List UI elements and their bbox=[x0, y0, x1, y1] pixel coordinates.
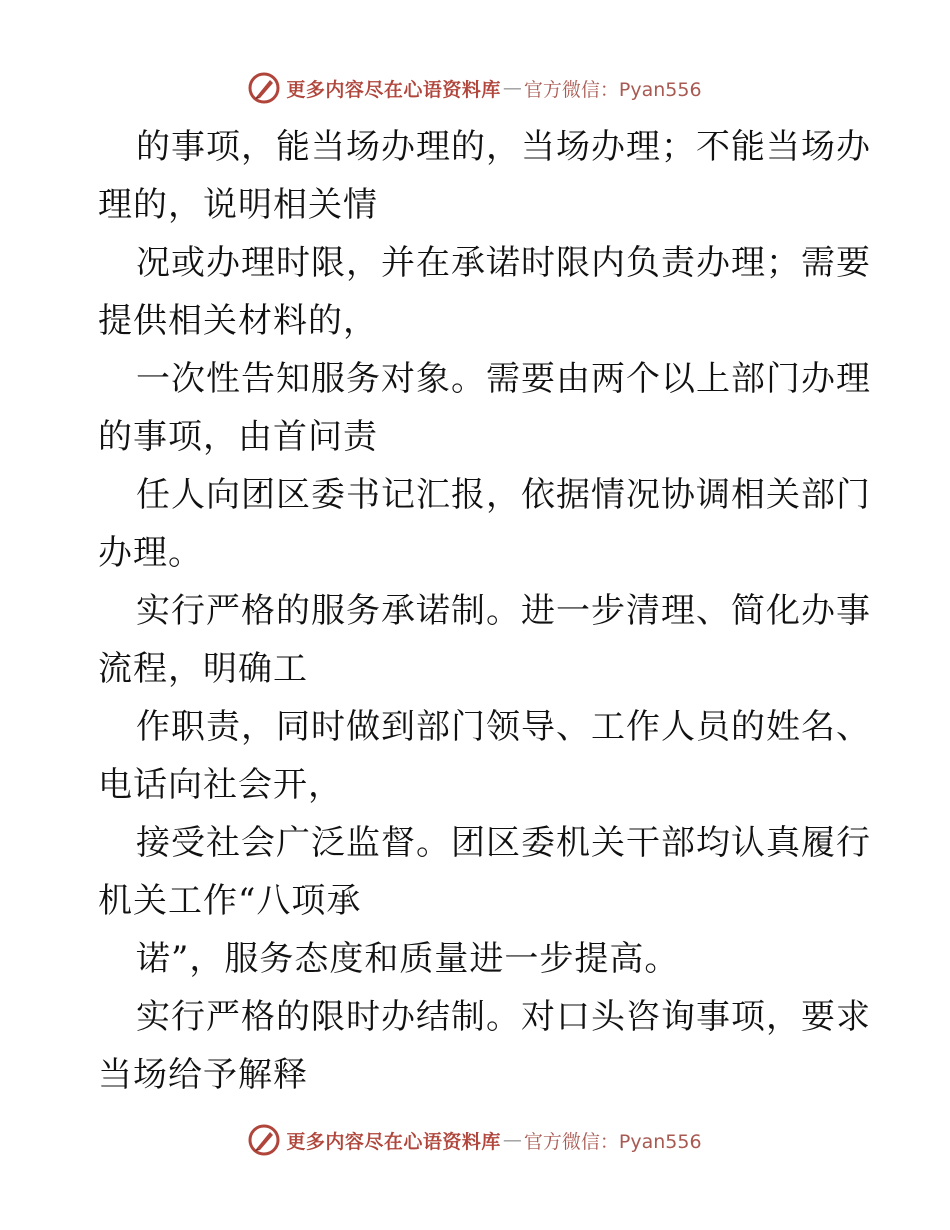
text-line: 理的，说明相关情 bbox=[98, 185, 378, 225]
text-line: 实行严格的服务承诺制。进一步清理、简化办事 bbox=[136, 591, 871, 631]
watermark-dash: — bbox=[502, 1129, 522, 1151]
text-line: 办理。 bbox=[98, 533, 203, 573]
footer-watermark bbox=[0, 1120, 950, 1160]
document-body bbox=[98, 118, 871, 1104]
header-watermark bbox=[0, 68, 950, 108]
text-line: 诺”，服务态度和质量进一步提高。 bbox=[136, 939, 680, 979]
text-line: 当场给予解释 bbox=[98, 1055, 308, 1095]
text-line: 的事项，能当场办理的，当场办理；不能当场办 bbox=[136, 127, 871, 167]
text-line: 任人向团区委书记汇报，依据情况协调相关部门 bbox=[136, 475, 871, 515]
watermark-brand: 更多内容尽在心语资料库 bbox=[286, 1130, 501, 1153]
watermark-wechat: 官方微信：Pyan556 bbox=[523, 1130, 702, 1153]
text-line: 作职责，同时做到部门领导、工作人员的姓名、 bbox=[136, 707, 871, 747]
text-line: 接受社会广泛监督。团区委机关干部均认真履行 bbox=[136, 823, 871, 863]
text-line: 实行严格的限时办结制。对口头咨询事项，要求 bbox=[136, 997, 871, 1037]
watermark-brand: 更多内容尽在心语资料库 bbox=[286, 78, 501, 101]
text-line: 电话向社会开， bbox=[98, 765, 343, 805]
text-line: 况或办理时限，并在承诺时限内负责办理；需要 bbox=[136, 243, 871, 283]
quill-logo-icon bbox=[248, 72, 280, 104]
text-line: 提供相关材料的， bbox=[98, 301, 378, 341]
watermark-dash: — bbox=[502, 77, 522, 99]
watermark-wechat: 官方微信：Pyan556 bbox=[523, 78, 702, 101]
text-line: 一次性告知服务对象。需要由两个以上部门办理 bbox=[136, 359, 871, 399]
text-line: 流程，明确工 bbox=[98, 649, 308, 689]
quill-logo-icon bbox=[248, 1124, 280, 1156]
text-line: 的事项，由首问责 bbox=[98, 417, 378, 457]
text-line: 机关工作“八项承 bbox=[98, 881, 362, 921]
